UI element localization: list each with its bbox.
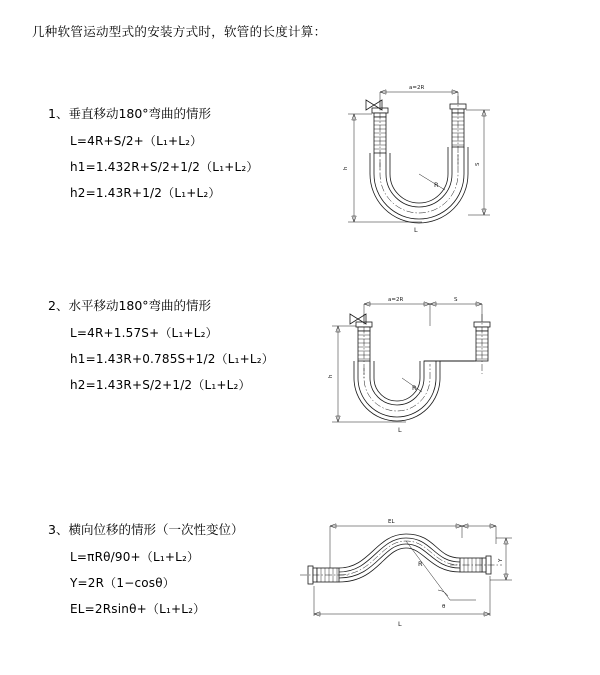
section-3-title-text: 横向位移的情形（一次性变位） xyxy=(68,522,244,537)
section-3-formula-2: Y=2R（1−cosθ） xyxy=(70,576,175,590)
section-3-text xyxy=(48,520,308,626)
svg-text:θ: θ xyxy=(442,604,446,610)
section-1-formula-1: L=4R+S/2+（L₁+L₂） xyxy=(70,134,203,148)
svg-text:L: L xyxy=(398,620,402,628)
section-2-title xyxy=(48,296,308,314)
section-2-formula-2: h1=1.43R+0.785S+1/2（L₁+L₂） xyxy=(70,352,274,366)
svg-text:S: S xyxy=(454,297,458,303)
section-2-text xyxy=(48,296,308,402)
section-1-index: 1、 xyxy=(48,106,69,121)
svg-text:h: h xyxy=(343,166,349,170)
svg-text:h: h xyxy=(328,374,334,378)
svg-text:a=2R: a=2R xyxy=(388,297,404,303)
svg-text:Y: Y xyxy=(498,558,504,562)
vertical-180-bend-diagram xyxy=(306,70,516,260)
section-1-formula-2: h1=1.432R+S/2+1/2（L₁+L₂） xyxy=(70,160,259,174)
section-3-title xyxy=(48,520,308,538)
svg-text:R: R xyxy=(412,384,417,392)
horizontal-180-bend-diagram xyxy=(306,282,516,457)
svg-text:R: R xyxy=(434,181,439,189)
lateral-offset-diagram xyxy=(290,504,520,644)
svg-text:L: L xyxy=(398,426,402,434)
section-2-formula-3: h2=1.43R+S/2+1/2（L₁+L₂） xyxy=(70,378,251,392)
section-3-formula-1: L=πRθ/90+（L₁+L₂） xyxy=(70,550,200,564)
svg-text:R: R xyxy=(418,560,423,568)
section-2-title-text: 水平移动180°弯曲的情形 xyxy=(68,298,212,313)
section-3-index: 3、 xyxy=(48,522,69,537)
section-1-title xyxy=(48,104,308,122)
svg-text:a=2R: a=2R xyxy=(409,85,425,91)
svg-text:L: L xyxy=(414,226,418,234)
page-title: 几种软管运动型式的安装方式时，软管的长度计算： xyxy=(32,24,327,39)
section-1-title-text: 垂直移动180°弯曲的情形 xyxy=(68,106,212,121)
section-3-formula-3: EL=2Rsinθ+（L₁+L₂） xyxy=(70,602,206,616)
section-1-text xyxy=(48,104,308,210)
section-1-formula-3: h2=1.43R+1/2（L₁+L₂） xyxy=(70,186,221,200)
svg-text:EL: EL xyxy=(388,519,395,525)
svg-text:S: S xyxy=(475,162,481,166)
section-2-formula-1: L=4R+1.57S+（L₁+L₂） xyxy=(70,326,218,340)
section-2-index: 2、 xyxy=(48,298,69,313)
